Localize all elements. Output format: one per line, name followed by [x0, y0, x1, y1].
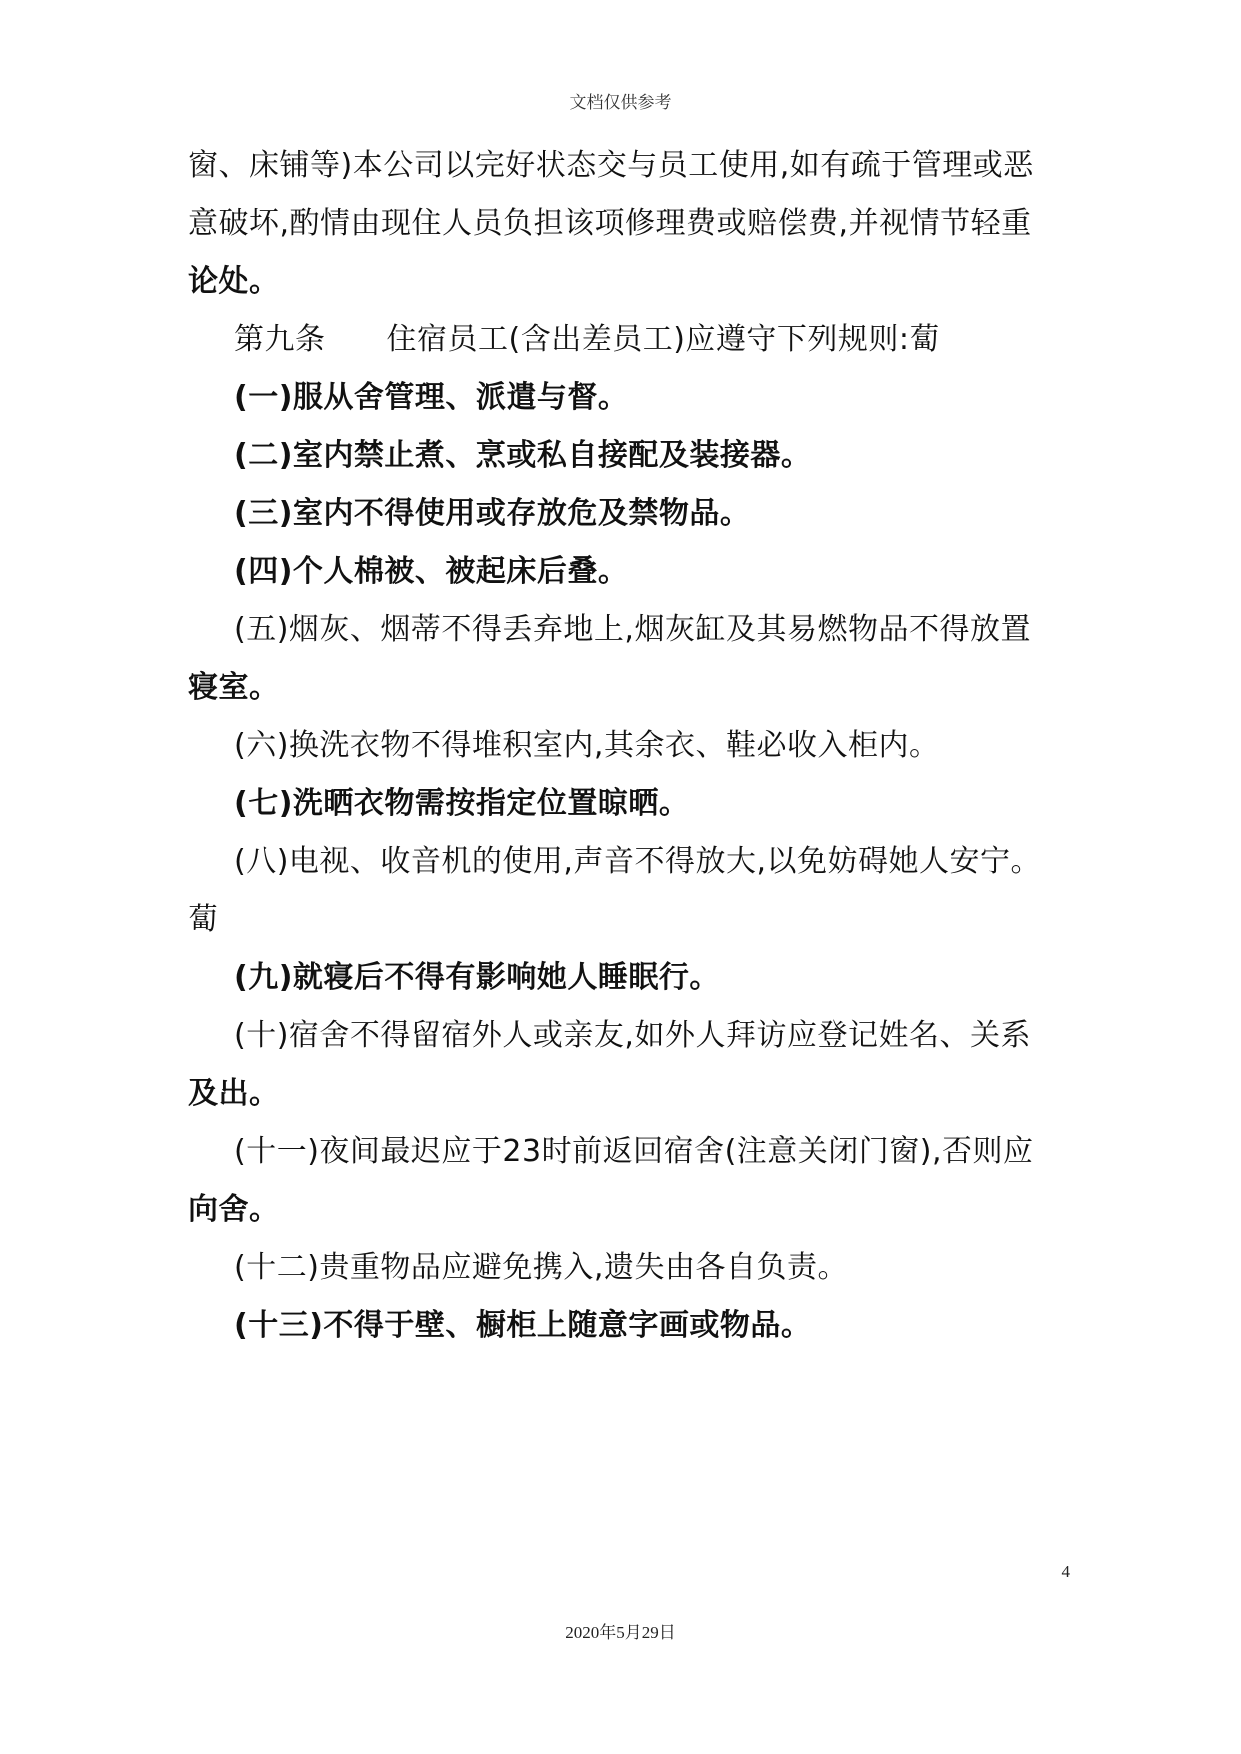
- rule-item: (四)个人棉被、被起床后叠。: [234, 554, 629, 589]
- rule-item: (八)电视、收音机的使用,声音不得放大,以免妨碍她人安宁。: [234, 844, 1041, 879]
- rule-item: (三)室内不得使用或存放危及禁物品。: [234, 496, 751, 531]
- rule-item: (一)服从舍管理、派遣与督。: [234, 380, 629, 415]
- rule-item-continued: 寝室。: [188, 670, 280, 705]
- rule-item: (二)室内禁止煮、烹或私自接配及装接器。: [234, 438, 812, 473]
- rule-item-continued: 及出。: [188, 1076, 280, 1111]
- rule-item: (九)就寝后不得有影响她人睡眠行。: [234, 960, 720, 995]
- article-heading: 第九条 住宿员工(含出差员工)应遵守下列规则:蔔: [234, 322, 941, 357]
- page-number: 4: [1061, 1562, 1070, 1581]
- rule-item-continued: 向舍。: [188, 1192, 280, 1227]
- paragraph-line: 意破坏,酌情由现住人员负担该项修理费或赔偿费,并视情节轻重: [188, 206, 1032, 241]
- rule-item: (六)换洗衣物不得堆积室内,其余衣、鞋必收入柜内。: [234, 728, 940, 763]
- rule-item: (十)宿舍不得留宿外人或亲友,如外人拜访应登记姓名、关系: [234, 1018, 1031, 1053]
- footer-date: 2020年5月29日: [565, 1623, 676, 1642]
- rule-item: (十二)贵重物品应避免携入,遗失由各自负责。: [234, 1250, 848, 1285]
- page-header: 文档仅供参考: [569, 93, 672, 112]
- rule-item: (十一)夜间最迟应于23时前返回宿舍(注意关闭门窗),否则应: [234, 1134, 1034, 1169]
- rule-item: (七)洗晒衣物需按指定位置晾晒。: [234, 786, 690, 821]
- paragraph-line: 论处。: [188, 264, 280, 299]
- rule-item: (十三)不得于壁、橱柜上随意字画或物品。: [234, 1308, 812, 1343]
- paragraph-line: 窗、床铺等)本公司以完好状态交与员工使用,如有疏于管理或恶: [188, 148, 1034, 183]
- rule-item-continued: 蔔: [188, 902, 219, 937]
- rule-item: (五)烟灰、烟蒂不得丢弃地上,烟灰缸及其易燃物品不得放置: [234, 612, 1031, 647]
